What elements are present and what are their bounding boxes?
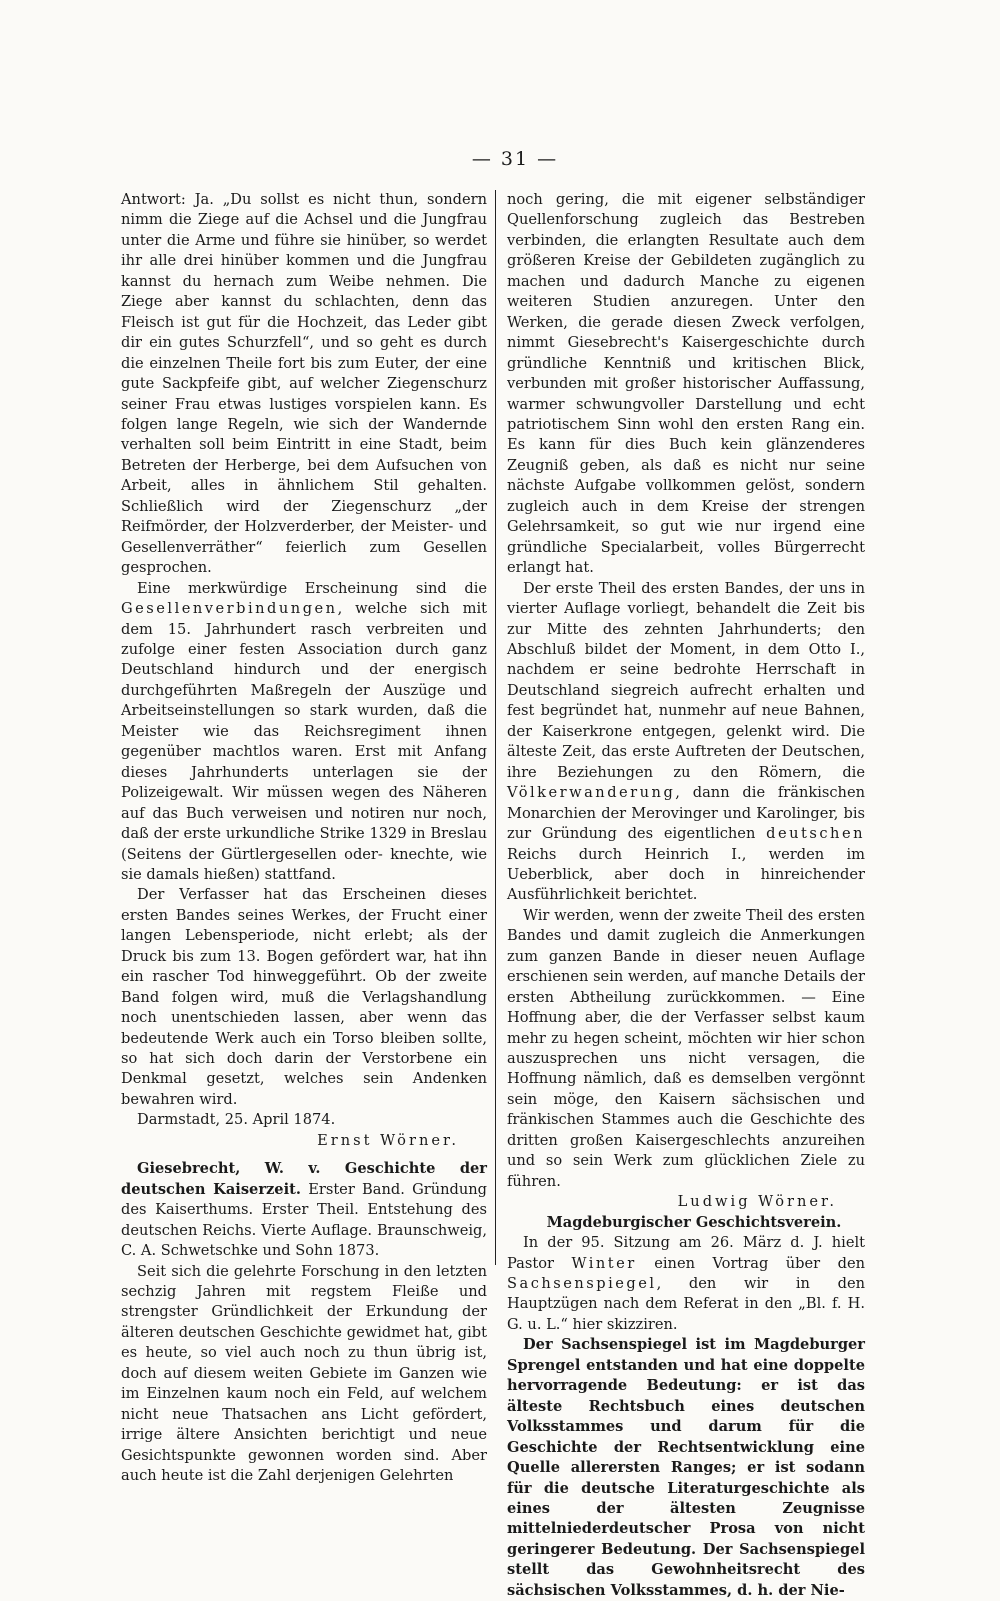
paragraph-text: Der erste Theil des ersten Bandes, der uns in vierter Auflage vorliegt, behandelt die Zeit bis zur Mitte des zehnten Jahrhunderts; den Abschluß bildet der Moment, in dem Otto I., nachdem er seine bedrohte Herrschaft in Deutschland siegreich aufrecht erhalten und fest begründet hat, nunmehr auf neue Bahnen, der Kaiserkrone entgegen, gelenkt wird. Die älteste Zeit, das erste Auftreten der Deutschen, ihre Beziehungen zu den Römern, die [507, 579, 865, 781]
page-number: — 31 — [471, 148, 559, 170]
review-title: Giesebrecht, W. v. Geschichte der deutschen Kaiserzeit. [121, 1160, 487, 1198]
section-title: Magdeburgischer Geschichtsverein. [546, 1213, 842, 1231]
spaced-term: Sachsenspiegel [507, 1275, 657, 1293]
column-divider [495, 190, 496, 1265]
paragraph-forschung: Seit sich die gelehrte Forschung in den letzten sechzig Jahren mit regstem Fleiße und strengster Gründlichkeit der Erkundung der älteren deutschen Geschichte gewidmet hat, gibt es heute, so viel auch noch zu thun übrig ist, doch auf diesem weiten Gebiete im Ganzen wie im Einzelnen kaum noch ein Feld, auf welchem nicht neue Thatsachen ans Licht gefördert, irrige ältere Ansichten berichtigt und neue Gesichtspunkte gewonnen worden sind. Aber auch heute ist die Zahl derjenigen Gelehrten [121, 1262, 487, 1485]
paragraph-text: Reichs durch Heinrich I., werden im Ueberblick, aber doch in hinreichender Ausführlichkeit berichtet. [507, 845, 865, 904]
left-column [121, 190, 487, 1487]
paragraph-text: Eine merkwürdige Erscheinung sind die [137, 579, 487, 597]
signature-ludwig-woerner: Ludwig Wörner. [677, 1193, 837, 1211]
paragraph-text: , welche sich mit dem 15. Jahrhundert rasch verbreiten und zufolge einer festen Association durch ganz Deutschland hindurch und der energisch durchgeführten Maßregeln der Auszüge und Arbeitseinstellungen so stark wurden, daß die Meister wie das Reichsregiment ihnen gegenüber machtlos waren. Erst mit Anfang dieses Jahrhunderts unterlagen sie der Polizeigewalt. Wir müssen wegen des Näheren auf das Buch verweisen und notiren nur noch, daß der erste urkundliche Strike 1329 in Breslau (Seitens der Gürtlergesellen oder- knechte, wie sie damals hießen) stattfand. [121, 600, 487, 883]
paragraph-text: , dann die fränkischen Monarchien der Merovinger und Karolinger, bis zur Gründung des eigentlichen [507, 784, 865, 843]
date-line: Darmstadt, 25. April 1874. [137, 1111, 336, 1129]
paragraph-text: , den wir in den Hauptzügen nach dem Referat in den „Bl. f. H. G. u. L.“ hier skizziren. [507, 1275, 865, 1333]
paragraph-hoffnung: Wir werden, wenn der zweite Theil des ersten Bandes und damit zugleich die Anmerkungen zum ganzen Bande in dieser neuen Auflage erschienen sein werden, auf manche Details der ersten Abtheilung zurückkommen. — Eine Hoffnung aber, die der Verfasser selbst kaum mehr zu hegen scheint, möchten wir hier schon auszusprechen uns nicht versagen, die Hoffnung nämlich, daß es demselben vergönnt sein möge, den Kaisern sächsischen und fränkischen Stammes auch die Geschichte des dritten großen Kaisergeschlechts anzureihen und so sein Werk zum glücklichen Ziele zu führen. [507, 906, 865, 1190]
signature-ernst-woerner: Ernst Wörner. [317, 1131, 459, 1149]
paragraph-text: einen Vortrag über den [636, 1254, 865, 1272]
spaced-term: deutschen [766, 825, 865, 843]
spaced-term: Winter [571, 1254, 637, 1272]
spaced-term: Völkerwanderung [507, 784, 676, 802]
paragraph-verfasser: Der Verfasser hat das Erscheinen dieses ersten Bandes seines Werkes, der Frucht einer langen Lebensperiode, nicht erlebt; als der Druck bis zum 13. Bogen gefördert war, hat ihn ein rascher Tod hinweggeführt. Ob der zweite Band folgen wird, muß die Verlagshandlung noch unentschieden lassen, aber wenn das bedeutende Werk auch ein Torso bleiben sollte, so hat sich doch darin der Verstorbene ein Denkmal gesetzt, welches sein Andenken bewahren wird. [121, 886, 487, 1108]
spaced-term: Gesellenverbindungen [121, 600, 338, 618]
paragraph-sitzung [507, 1233, 865, 1335]
paragraph-text: In der 95. Sitzung am 26. März d. J. hielt Pastor [507, 1234, 865, 1272]
paragraph-continuation: noch gering, die mit eigener selbständiger Quellenforschung zugleich das Bestreben verbinden, die erlangten Resultate auch dem größeren Kreise der Gebildeten zugänglich zu machen und dadurch Manche zu eigenen weiteren Studien anzuregen. Unter den Werken, die gerade diesen Zweck verfolgen, nimmt Giesebrecht's Kaisergeschichte durch gründliche Kenntniß und kritischen Blick, verbunden mit großer historischer Auffassung, warmer schwungvoller Darstellung und echt patriotischem Sinn wohl den ersten Rang ein. Es kann für dies Buch kein glänzenderes Zeugniß geben, als daß es nicht nur seine nächste Aufgabe vollkommen gelöst, sondern zugleich auch in dem Kreise der strengen Gelehrsamkeit, so gut wie nur irgend eine gründliche Specialarbeit, volles Bürgerrecht erlangt hat. [507, 191, 865, 577]
review-header [121, 1159, 487, 1261]
paragraph-erster-theil [507, 579, 865, 906]
paragraph-gesellenverbindungen [121, 579, 487, 886]
review-bibliography: Erster Band. Gründung des Kaiserthums. Erster Theil. Entstehung des deutschen Reichs. Vierte Auflage. Braunschweig, C. A. Schwetschke und Sohn 1873. [121, 1180, 488, 1260]
paragraph-continuation: Antwort: Ja. „Du sollst es nicht thun, sondern nimm die Ziege auf die Achsel und die Jungfrau unter die Arme und führe sie hinüber, so werdet ihr alle drei hinüber kommen und die Jungfrau kannst du hernach zum Weibe nehmen. Die Ziege aber kannst du schlachten, denn das Fleisch ist gut für die Hochzeit, das Leder gibt dir ein gutes Schurzfell“, und so geht es durch die einzelnen Theile fort bis zum Euter, der eine gute Sackpfeife gibt, auf welcher Ziegenschurz seiner Frau etwas lustiges vorspielen kann. Es folgen lange Regeln, wie sich der Wandernde verhalten soll beim Eintritt in eine Stadt, beim Betreten der Herberge, bei dem Aufsuchen von Arbeit, alles in ähnlichem Stil gehalten. Schließlich wird der Ziegenschurz „der Reifmörder, der Holzverderber, der Meister- und Gesellenverräther“ feierlich zum Gesellen gesprochen. [121, 191, 487, 577]
paragraph-sachsenspiegel: Der Sachsenspiegel ist im Magdeburger Sprengel entstanden und hat eine doppelte hervorragende Bedeutung: er ist das älteste Rechtsbuch eines deutschen Volksstammes und darum für die Geschichte der Rechtsentwicklung eine Quelle allerersten Ranges; er ist sodann für die deutsche Literaturgeschichte als eines der ältesten Zeugnisse mittelniederdeutscher Prosa von nicht geringerer Bedeutung. Der Sachsenspiegel stellt das Gewohnheitsrecht des sächsischen Volksstammes, d. h. der Nie- [507, 1336, 865, 1599]
right-column [507, 190, 865, 1601]
